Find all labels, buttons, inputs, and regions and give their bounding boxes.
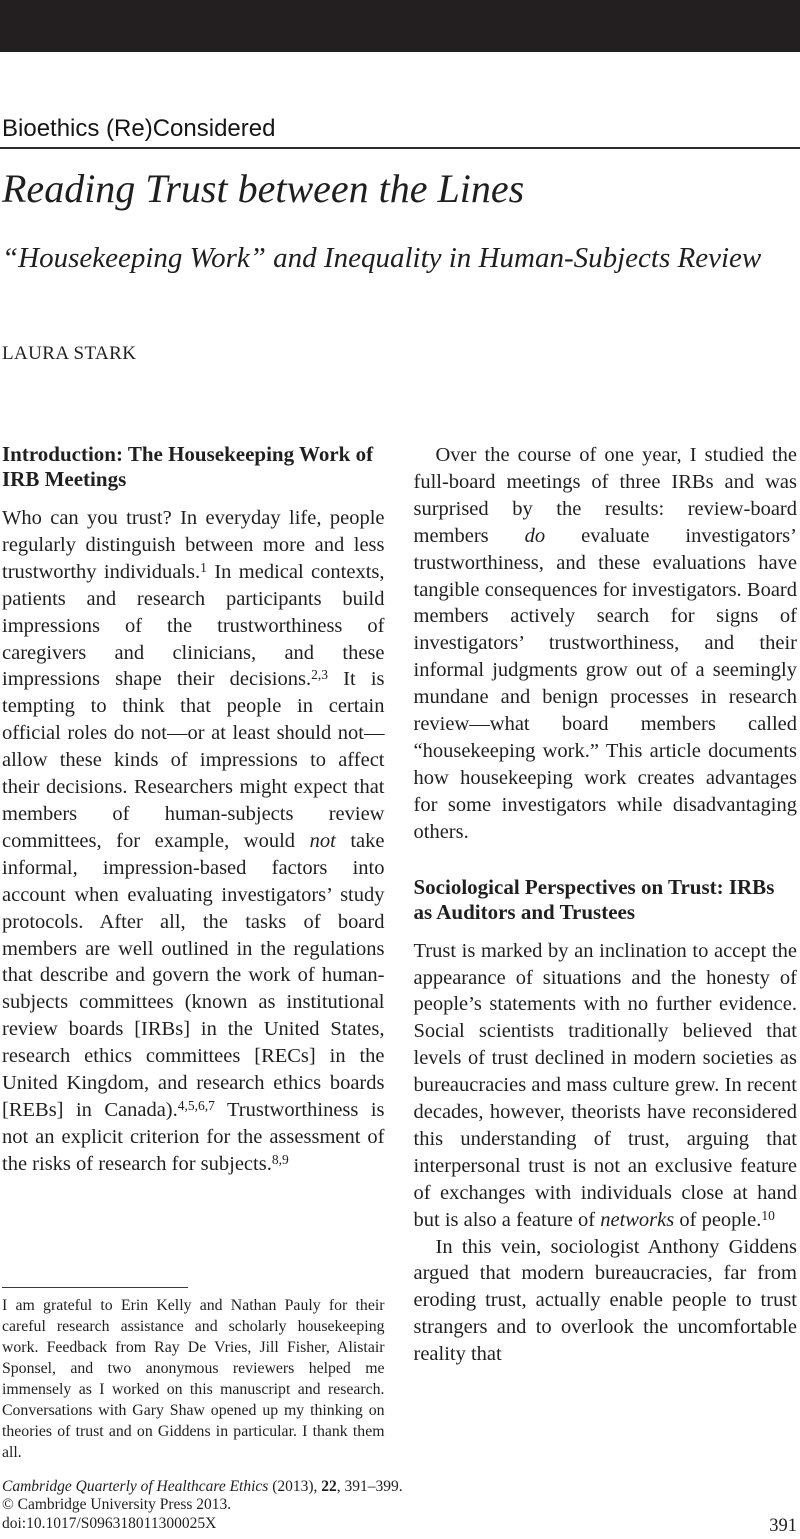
footnote-text: I am grateful to Erin Kelly and Nathan Pauly for their careful research assistance and scholarly housekeeping work. Feedback from Ray De Vries, Jill Fisher, Alistair Sponsel, and two anonymous reviewers helped me immensely as I worked on this manuscript and research. Conversations with Gary Shaw opened up my thinking on theories of trust and on Giddens in particular. I thank them all. [2, 1297, 385, 1461]
sociological-perspectives-heading: Sociological Perspectives on Trust: IRBs as Auditors and Trustees [413, 874, 775, 924]
right-column [414, 442, 798, 1463]
section-label: Bioethics (Re)Considered [2, 115, 276, 142]
article-body [2, 442, 797, 1463]
intro-heading: Introduction: The Housekeeping Work of IRB Meetings [2, 442, 374, 491]
paragraph-trust-definition: Trust is marked by an inclination to accept the appearance of situations and the honesty of people’s statements with no further evidence. Social scientists traditionally believed that levels of trust declined in modern societies as bureaucracies and mass culture grew. In recent decades, however, theorists have reconsidered this understanding of trust, arguing that interpersonal trust is not an exclusive feature of exchanges with individuals close at hand but is also a feature of networks of people.$^{10}$ [413, 939, 797, 1231]
masthead-bar [0, 0, 800, 52]
intro-paragraph: Who can you trust? In everyday life, people regularly distinguish between more and less trustworthy individuals.$^1$ In medical contexts, patients and research participants build impressions of the trustworthiness of caregivers and clinicians, and these impressions shape their decisions.$^{2,3}$ It is tempting to think that people in certain official roles do not—or at least should not—allow these kinds of impressions to affect their decisions. Researchers might expect that members of human-subjects review committees, for example, would not take informal, impression-based factors into account when evaluating investigators’ study protocols. After all, the tasks of board members are well outlined in the regulations that describe and govern the work of human-subjects committees (known as institutional review boards [IRBs] in the United States, research ethics committees [RECs] in the United Kingdom, and research ethics boards [REBs] in Canada).$^{4,5,6,7}$ Trustworthiness is not an explicit criterion for the assessment of the risks of research for subjects.$^{8,9}$ [2, 507, 385, 1175]
article-title: Reading Trust between the Lines [2, 166, 525, 211]
footer-imprint [2, 1478, 403, 1534]
footnote-rule [2, 1287, 188, 1288]
header-rule [0, 147, 800, 149]
article-subtitle: “Housekeeping Work” and Inequality in Human-Subjects Review [2, 242, 762, 274]
footer-copyright: © Cambridge University Press 2013. [2, 1496, 232, 1513]
paragraph-study-results: Over the course of one year, I studied the full-board meetings of three IRBs and was surprised by the results: review-board members do evaluate investigators’ trustworthiness, and these evaluations have tangible consequences for investigators. Board members actively search for signs of investigators’ trustworthiness, and their informal judgments grow out of a seemingly mundane and benign processes in research review—what board members called “housekeeping work.” This article documents how housekeeping work creates advantages for some investigators while disadvantaging others. [413, 444, 797, 843]
page-number: 391 [769, 1516, 797, 1536]
author-name: LAURA STARK [2, 343, 137, 364]
acknowledgment-footnote [2, 1287, 385, 1463]
left-column [2, 442, 385, 1463]
footer-citation: Cambridge Quarterly of Healthcare Ethics (2013), 22, 391–399. [2, 1477, 403, 1495]
footer-doi: doi:10.1017/S096318011300025X [2, 1514, 217, 1532]
paragraph-giddens: In this vein, sociologist Anthony Giddens argued that modern bureaucracies, far from eroding trust, actually enable people to trust strangers and to overlook the uncomfortable reality that [413, 1235, 797, 1366]
